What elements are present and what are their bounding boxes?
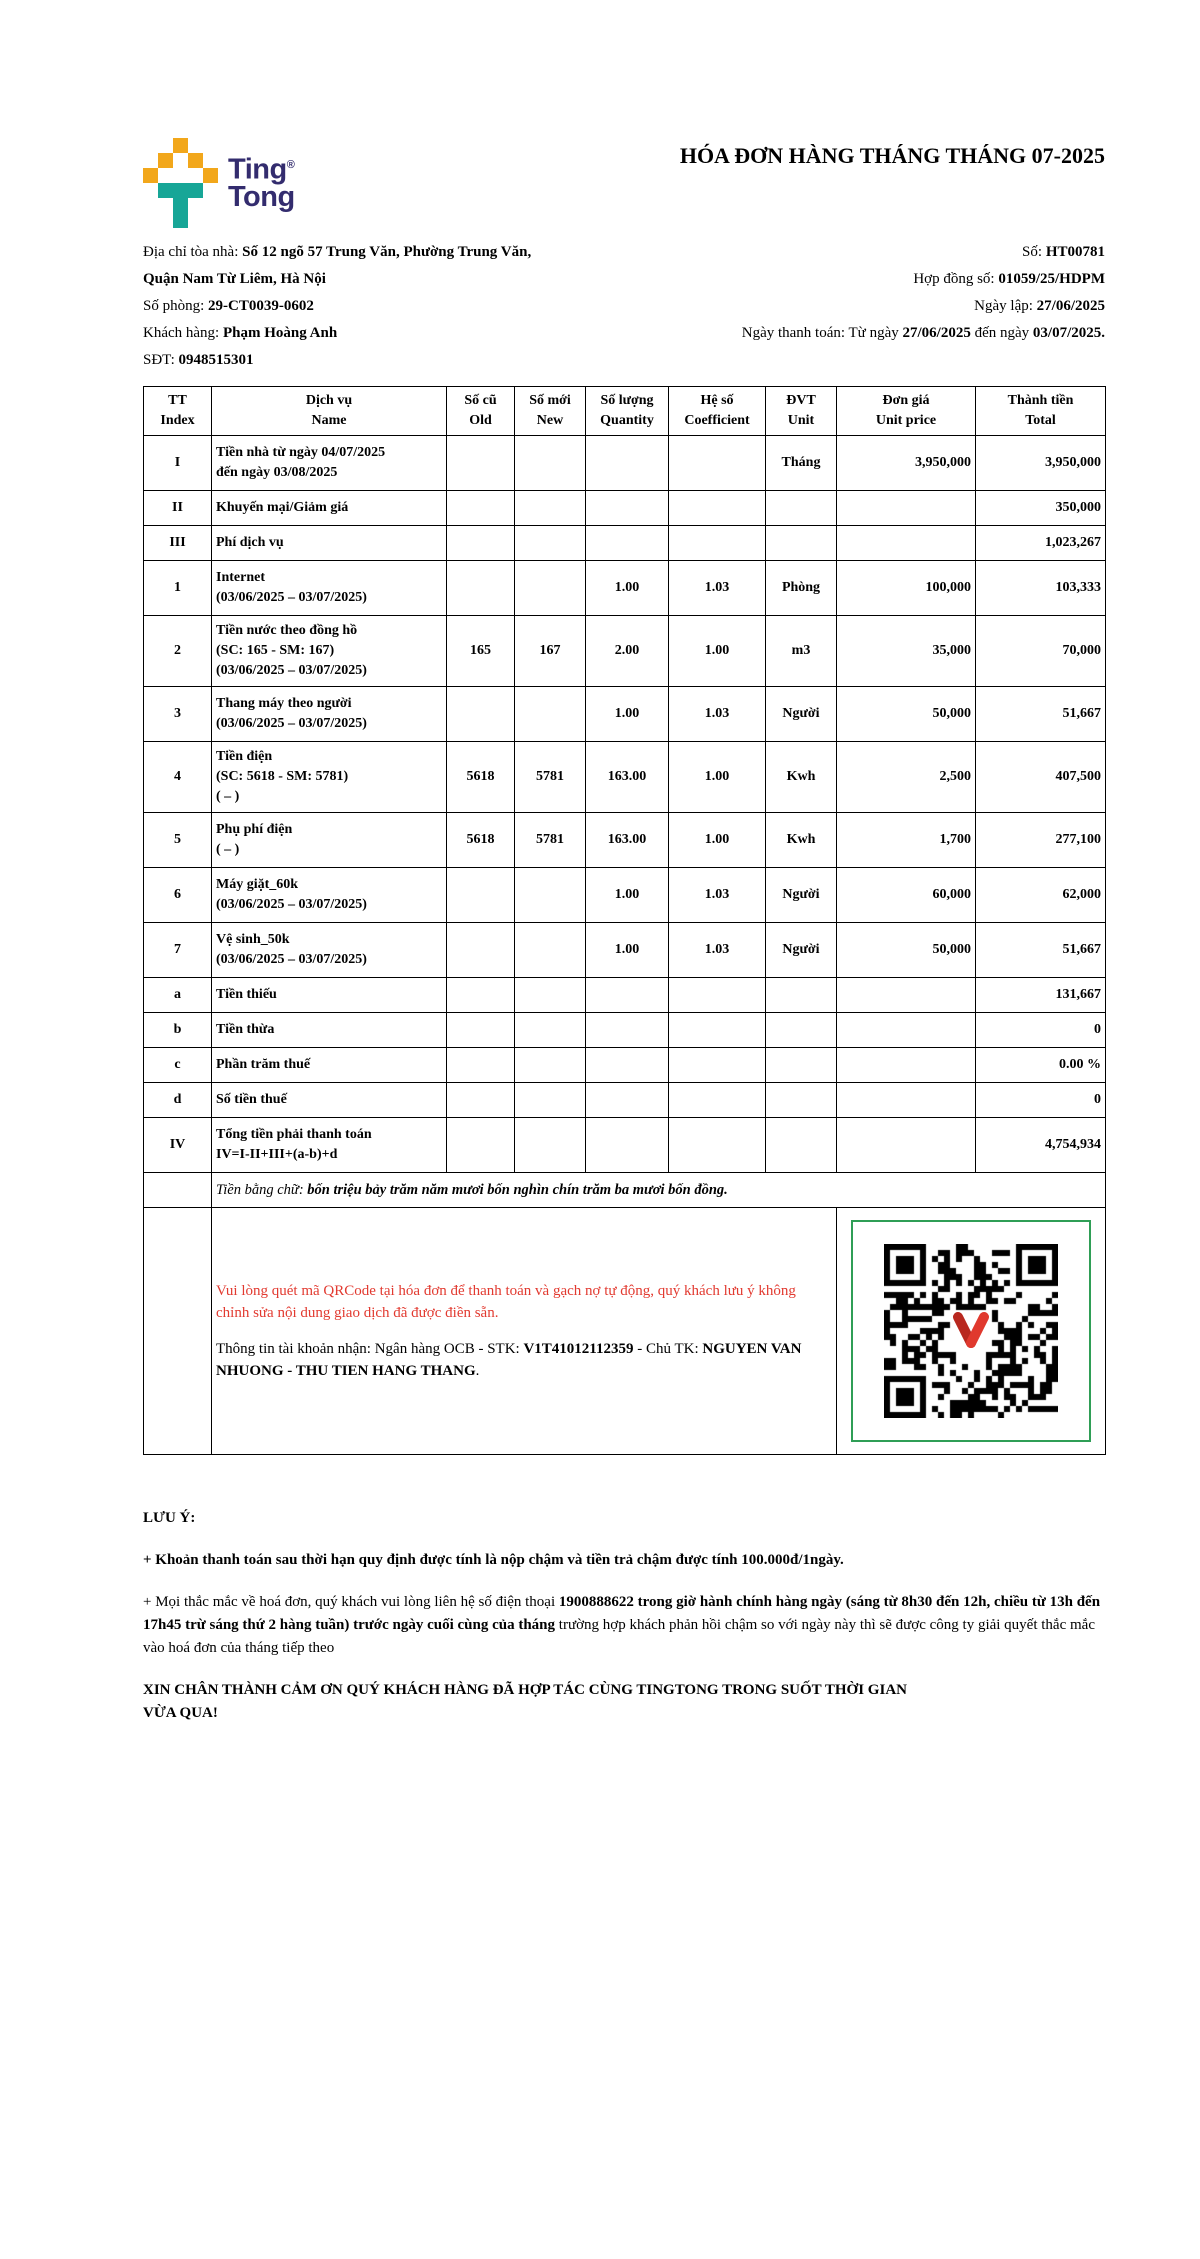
- cell-name: Thang máy theo người (03/06/2025 – 03/07/2025): [212, 687, 447, 742]
- table-row: [144, 1013, 1106, 1048]
- cell-unit: [766, 1118, 837, 1173]
- cell-price: [837, 1118, 976, 1173]
- info-left: [143, 347, 254, 374]
- text-segment: Khách hàng:: [143, 325, 223, 341]
- cell-qty: [586, 1048, 669, 1083]
- cell-index: [144, 1208, 212, 1455]
- invoice-table: [143, 386, 1106, 1455]
- table-row: [144, 742, 1106, 813]
- cell-name: Tiền thiếu: [212, 978, 447, 1013]
- cell-new: 167: [515, 616, 586, 687]
- cell-index: III: [144, 526, 212, 561]
- payment-instructions: [212, 1208, 837, 1455]
- info-row: [143, 320, 1105, 347]
- note-late-payment: + Khoản thanh toán sau thời hạn quy định được tính là nộp chậm và tiền trả chậm được tính 100.000đ/1ngày.: [143, 1552, 844, 1568]
- amount-in-words: [212, 1173, 1106, 1208]
- invoice-header: [143, 138, 1105, 231]
- cell-total: 0.00 %: [976, 1048, 1106, 1083]
- col-old: Số cũ Old: [447, 387, 515, 436]
- registered-trademark-icon: ®: [286, 159, 295, 171]
- cell-new: [515, 923, 586, 978]
- table-header-row: [144, 387, 1106, 436]
- qr-row: [144, 1208, 1106, 1455]
- text-segment: .: [475, 1363, 480, 1379]
- cell-qty: 1.00: [586, 561, 669, 616]
- info-right: [913, 266, 1105, 293]
- col-quantity: Số lượng Quantity: [586, 387, 669, 436]
- cell-price: [837, 526, 976, 561]
- cell-name: Tiền thừa: [212, 1013, 447, 1048]
- col-coefficient: Hệ số Coefficient: [669, 387, 766, 436]
- cell-total: 62,000: [976, 868, 1106, 923]
- notes-section: [143, 1507, 1105, 1725]
- cell-new: [515, 978, 586, 1013]
- cell-coef: [669, 1013, 766, 1048]
- logo-line2: Tong: [228, 180, 295, 213]
- cell-old: [447, 1013, 515, 1048]
- text-segment: HT00781: [1045, 244, 1105, 260]
- cell-total: 51,667: [976, 923, 1106, 978]
- cell-unit: Người: [766, 923, 837, 978]
- cell-index: a: [144, 978, 212, 1013]
- cell-total: 103,333: [976, 561, 1106, 616]
- info-left: [143, 293, 314, 320]
- invoice-rows: [144, 436, 1106, 1173]
- cell-qty: [586, 526, 669, 561]
- cell-index: 4: [144, 742, 212, 813]
- cell-new: [515, 1013, 586, 1048]
- logo-line1: Ting: [228, 153, 287, 186]
- cell-total: 407,500: [976, 742, 1106, 813]
- cell-total: 1,023,267: [976, 526, 1106, 561]
- table-row: [144, 616, 1106, 687]
- cell-new: [515, 491, 586, 526]
- qr-code: [851, 1220, 1091, 1442]
- cell-coef: 1.03: [669, 687, 766, 742]
- info-row: [143, 266, 1105, 293]
- tingtong-logo-text: [228, 152, 295, 211]
- cell-index: d: [144, 1083, 212, 1118]
- amount-words-value: bốn triệu bảy trăm năm mươi bốn nghìn chín trăm ba mươi bốn đồng.: [307, 1181, 728, 1198]
- invoice-title: HÓA ĐƠN HÀNG THÁNG THÁNG 07-2025: [679, 143, 1105, 168]
- cell-coef: 1.03: [669, 561, 766, 616]
- cell-new: [515, 687, 586, 742]
- cell-qty: [586, 436, 669, 491]
- info-right: [1022, 239, 1105, 266]
- col-name: Dịch vụ Name: [212, 387, 447, 436]
- cell-price: [837, 978, 976, 1013]
- cell-old: [447, 1083, 515, 1118]
- cell-index: c: [144, 1048, 212, 1083]
- cell-old: 5618: [447, 742, 515, 813]
- cell-unit: Phòng: [766, 561, 837, 616]
- cell-unit: [766, 978, 837, 1013]
- cell-name: Phụ phí điện ( – ): [212, 813, 447, 868]
- cell-price: [837, 491, 976, 526]
- cell-name: Phần trăm thuế: [212, 1048, 447, 1083]
- cell-coef: [669, 978, 766, 1013]
- cell-name: Máy giặt_60k (03/06/2025 – 03/07/2025): [212, 868, 447, 923]
- cell-price: 1,700: [837, 813, 976, 868]
- text-segment: NGUYEN VAN NHUONG - THU TIEN HANG THANG: [216, 1341, 802, 1379]
- cell-new: 5781: [515, 813, 586, 868]
- info-left: [143, 239, 531, 266]
- cell-old: [447, 526, 515, 561]
- cell-total: 4,754,934: [976, 1118, 1106, 1173]
- text-segment: đến ngày: [970, 325, 1033, 341]
- cell-qty: 2.00: [586, 616, 669, 687]
- cell-price: 50,000: [837, 923, 976, 978]
- cell-coef: [669, 491, 766, 526]
- text-segment: trường hợp khách phản hồi chậm so với ngày này thì sẽ được công ty giải quyết thắc mắc vào hoá đơn của tháng tiếp theo: [143, 1617, 1095, 1656]
- cell-qty: [586, 1083, 669, 1118]
- vietqr-v-logo: [949, 1312, 993, 1350]
- text-segment: Phạm Hoàng Anh: [222, 325, 338, 341]
- cell-price: [837, 1013, 976, 1048]
- table-row: [144, 868, 1106, 923]
- text-segment: 29-CT0039-0602: [208, 298, 314, 314]
- text-segment: SĐT:: [143, 352, 179, 368]
- info-left: [143, 320, 337, 347]
- cell-index: [144, 1173, 212, 1208]
- cell-old: [447, 923, 515, 978]
- cell-name: Vệ sinh_50k (03/06/2025 – 03/07/2025): [212, 923, 447, 978]
- cell-old: [447, 561, 515, 616]
- cell-index: 2: [144, 616, 212, 687]
- info-left: [143, 266, 326, 293]
- cell-total: 51,667: [976, 687, 1106, 742]
- text-segment: Ngày lập:: [974, 298, 1037, 314]
- cell-coef: 1.00: [669, 742, 766, 813]
- cell-coef: [669, 436, 766, 491]
- cell-index: IV: [144, 1118, 212, 1173]
- cell-unit: m3: [766, 616, 837, 687]
- cell-qty: 163.00: [586, 742, 669, 813]
- cell-new: [515, 868, 586, 923]
- cell-old: [447, 687, 515, 742]
- invoice-info: [143, 239, 1105, 374]
- cell-unit: [766, 526, 837, 561]
- cell-name: Số tiền thuế: [212, 1083, 447, 1118]
- cell-total: 3,950,000: [976, 436, 1106, 491]
- notes-heading: LƯU Ý:: [143, 1510, 196, 1526]
- info-row: [143, 347, 1105, 374]
- cell-new: [515, 1048, 586, 1083]
- cell-unit: [766, 1083, 837, 1118]
- cell-coef: 1.03: [669, 923, 766, 978]
- cell-index: 6: [144, 868, 212, 923]
- cell-name: Tổng tiền phải thanh toán IV=I-II+III+(a-b)+d: [212, 1118, 447, 1173]
- cell-qty: 1.00: [586, 687, 669, 742]
- cell-index: 3: [144, 687, 212, 742]
- invoice-footer-rows: [144, 1173, 1106, 1455]
- cell-total: 350,000: [976, 491, 1106, 526]
- cell-name: Phí dịch vụ: [212, 526, 447, 561]
- cell-price: 50,000: [837, 687, 976, 742]
- text-segment: Số 12 ngõ 57 Trung Văn, Phường Trung Văn,: [242, 244, 532, 260]
- cell-new: [515, 1118, 586, 1173]
- cell-unit: [766, 1013, 837, 1048]
- cell-qty: [586, 978, 669, 1013]
- table-row: [144, 687, 1106, 742]
- cell-index: b: [144, 1013, 212, 1048]
- col-new: Số mới New: [515, 387, 586, 436]
- info-row: [143, 239, 1105, 266]
- text-segment: + Mọi thắc mắc về hoá đơn, quý khách vui lòng liên hệ số điện thoại: [143, 1594, 559, 1610]
- cell-coef: [669, 1083, 766, 1118]
- cell-unit: [766, 1048, 837, 1083]
- text-segment: 03/07/2025.: [1032, 325, 1105, 341]
- cell-name: Tiền điện (SC: 5618 - SM: 5781) ( – ): [212, 742, 447, 813]
- info-right: [742, 320, 1105, 347]
- tingtong-logo: [143, 138, 295, 228]
- text-segment: 27/06/2025: [902, 325, 971, 341]
- table-row: [144, 1083, 1106, 1118]
- cell-total: 0: [976, 1083, 1106, 1118]
- col-total: Thành tiền Total: [976, 387, 1106, 436]
- cell-total: 131,667: [976, 978, 1106, 1013]
- table-row: [144, 436, 1106, 491]
- cell-price: 100,000: [837, 561, 976, 616]
- col-unit: ĐVT Unit: [766, 387, 837, 436]
- amount-in-words-row: [144, 1173, 1106, 1208]
- cell-price: 2,500: [837, 742, 976, 813]
- cell-old: 165: [447, 616, 515, 687]
- cell-name: Khuyến mại/Giảm giá: [212, 491, 447, 526]
- cell-old: [447, 491, 515, 526]
- text-segment: 1900888622 trong giờ hành chính hàng ngày (sáng từ 8h30 đến 12h, chiều từ 13h đến 17h45 trừ sáng thứ 2 hàng tuần): [143, 1594, 1101, 1633]
- cell-old: 5618: [447, 813, 515, 868]
- text-segment: V1T41012112359: [523, 1341, 634, 1357]
- cell-index: 7: [144, 923, 212, 978]
- qr-notice: Vui lòng quét mã QRCode tại hóa đơn để thanh toán và gạch nợ tự động, quý khách lưu ý không chỉnh sửa nội dung giao dịch đã được điền sẵn.: [216, 1283, 796, 1321]
- account-info: [216, 1338, 816, 1382]
- table-row: [144, 923, 1106, 978]
- text-segment: Địa chỉ tòa nhà:: [143, 244, 243, 260]
- cell-index: 1: [144, 561, 212, 616]
- table-row: [144, 526, 1106, 561]
- cell-name: Internet (03/06/2025 – 03/07/2025): [212, 561, 447, 616]
- cell-price: [837, 1083, 976, 1118]
- info-right: [974, 293, 1105, 320]
- text-segment: - Chủ TK:: [633, 1341, 703, 1357]
- info-row: [143, 293, 1105, 320]
- amount-words-label: Tiền bằng chữ:: [216, 1181, 308, 1198]
- cell-coef: [669, 1118, 766, 1173]
- cell-index: I: [144, 436, 212, 491]
- cell-unit: Kwh: [766, 742, 837, 813]
- cell-coef: [669, 526, 766, 561]
- cell-index: II: [144, 491, 212, 526]
- text-segment: Hợp đồng số:: [913, 271, 999, 287]
- table-row: [144, 813, 1106, 868]
- cell-unit: Tháng: [766, 436, 837, 491]
- cell-new: [515, 526, 586, 561]
- cell-old: [447, 1048, 515, 1083]
- cell-coef: [669, 1048, 766, 1083]
- cell-new: [515, 436, 586, 491]
- note-hotline: [143, 1591, 1105, 1660]
- cell-qty: [586, 491, 669, 526]
- col-index: TT Index: [144, 387, 212, 436]
- text-segment: Ngày thanh toán: Từ ngày: [741, 325, 903, 341]
- qr-cell: [837, 1208, 1106, 1455]
- text-segment: 27/06/2025: [1036, 298, 1105, 314]
- table-row: [144, 561, 1106, 616]
- cell-coef: 1.00: [669, 813, 766, 868]
- text-segment: Số:: [1022, 244, 1046, 260]
- table-row: [144, 491, 1106, 526]
- tingtong-logo-icon: [143, 138, 218, 228]
- cell-price: 35,000: [837, 616, 976, 687]
- cell-total: 277,100: [976, 813, 1106, 868]
- cell-name: Tiền nhà từ ngày 04/07/2025 đến ngày 03/08/2025: [212, 436, 447, 491]
- cell-coef: 1.03: [669, 868, 766, 923]
- cell-new: [515, 561, 586, 616]
- cell-new: 5781: [515, 742, 586, 813]
- table-row: [144, 1048, 1106, 1083]
- cell-unit: Người: [766, 687, 837, 742]
- cell-unit: [766, 491, 837, 526]
- cell-qty: [586, 1118, 669, 1173]
- cell-index: 5: [144, 813, 212, 868]
- thank-you-note: XIN CHÂN THÀNH CẢM ƠN QUÝ KHÁCH HÀNG ĐÃ HỢP TÁC CÙNG TINGTONG TRONG SUỐT THỜI GIAN VỪA QUA!: [143, 1682, 907, 1721]
- text-segment: 0948515301: [178, 352, 254, 368]
- cell-coef: 1.00: [669, 616, 766, 687]
- cell-unit: Người: [766, 868, 837, 923]
- cell-old: [447, 436, 515, 491]
- cell-price: 3,950,000: [837, 436, 976, 491]
- text-segment: trước ngày cuối cùng của tháng: [349, 1617, 559, 1633]
- cell-price: [837, 1048, 976, 1083]
- cell-qty: [586, 1013, 669, 1048]
- cell-qty: 1.00: [586, 923, 669, 978]
- text-segment: Số phòng:: [143, 298, 209, 314]
- cell-name: Tiền nước theo đồng hồ (SC: 165 - SM: 167) (03/06/2025 – 03/07/2025): [212, 616, 447, 687]
- text-segment: 01059/25/HDPM: [998, 271, 1105, 287]
- table-row: [144, 978, 1106, 1013]
- cell-old: [447, 868, 515, 923]
- cell-unit: Kwh: [766, 813, 837, 868]
- cell-new: [515, 1083, 586, 1118]
- text-segment: Thông tin tài khoản nhận: Ngân hàng OCB - STK:: [216, 1341, 524, 1357]
- text-segment: Quận Nam Từ Liêm, Hà Nội: [143, 271, 326, 287]
- cell-old: [447, 978, 515, 1013]
- cell-qty: 1.00: [586, 868, 669, 923]
- cell-total: 70,000: [976, 616, 1106, 687]
- cell-total: 0: [976, 1013, 1106, 1048]
- col-unit-price: Đơn giá Unit price: [837, 387, 976, 436]
- table-row: [144, 1118, 1106, 1173]
- cell-old: [447, 1118, 515, 1173]
- cell-qty: 163.00: [586, 813, 669, 868]
- cell-price: 60,000: [837, 868, 976, 923]
